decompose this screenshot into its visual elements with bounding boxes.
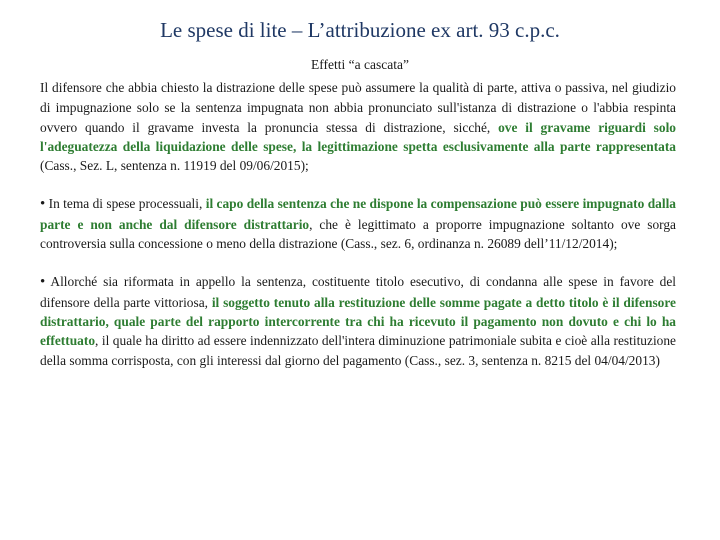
paragraph-restituzione-somme: [40, 272, 676, 369]
paragraph-text: , che è legittimato a proporre impugnazione soltanto ove sorga controversia sulla concessione o meno della distrazione (Cass., sez. 6, ordinanza n. 26089 dell’11/12/2014);: [40, 216, 676, 252]
paragraph-bullet: •: [40, 196, 46, 213]
paragraph-text: Il difensore che abbia chiesto la distrazione delle spese può assumere la qualità di parte, attiva o passiva, nel giudizio di impugnazione solo se la sentenza impugnata non abbia pronunciato sull'istanza di distrazione o l'abbia respinta ovvero quando il gravame investa la pronuncia stessa di distrazione, sicché,: [40, 80, 676, 135]
highlighted-text: il soggetto tenuto alla restituzione delle somme pagate a detto titolo è il difensore distrattario, quale parte del rapporto intercorrente tra chi ha ricevuto il pagamento non dovuto e chi lo ha effettuato: [40, 294, 676, 349]
paragraph-text: , il quale ha diritto ad essere indennizzato dell'intera diminuzione patrimoniale subita e cioè alla restituzione della somma corrisposta, con gli interessi dal giorno del pagamento (Cass., sez. 3, sentenza n. 8215 del 04/04/2013): [40, 333, 676, 368]
paragraph-compensazione-spese: [40, 194, 676, 253]
paragraph-text: In tema di spese processuali,: [45, 196, 206, 212]
slide-subtitle: Effetti “a cascata”: [311, 57, 409, 72]
highlighted-text: il capo della sentenza che ne dispone la compensazione può essere impugnato dalla parte e non anche dal difensore distrattario: [40, 196, 676, 232]
paragraph-text: (Cass., Sez. L, sentenza n. 11919 del 09/06/2015);: [40, 158, 309, 174]
paragraph-text: Allorché sia riformata in appello la sentenza, costituente titolo esecutivo, di condanna alle spese in favore del difensore della parte vittoriosa,: [40, 274, 676, 310]
paragraph-bullet: •: [40, 274, 46, 291]
highlighted-text: ove il gravame riguardi solo l'adeguatezza della liquidazione delle spese, la legittimazione spetta esclusivamente alla parte rappresentata: [40, 119, 676, 154]
paragraph-legittimazione-difensore: [40, 78, 676, 175]
slide-title: Le spese di lite – L’attribuzione ex art. 93 c.p.c.: [160, 18, 560, 42]
slide-content: [40, 78, 676, 370]
